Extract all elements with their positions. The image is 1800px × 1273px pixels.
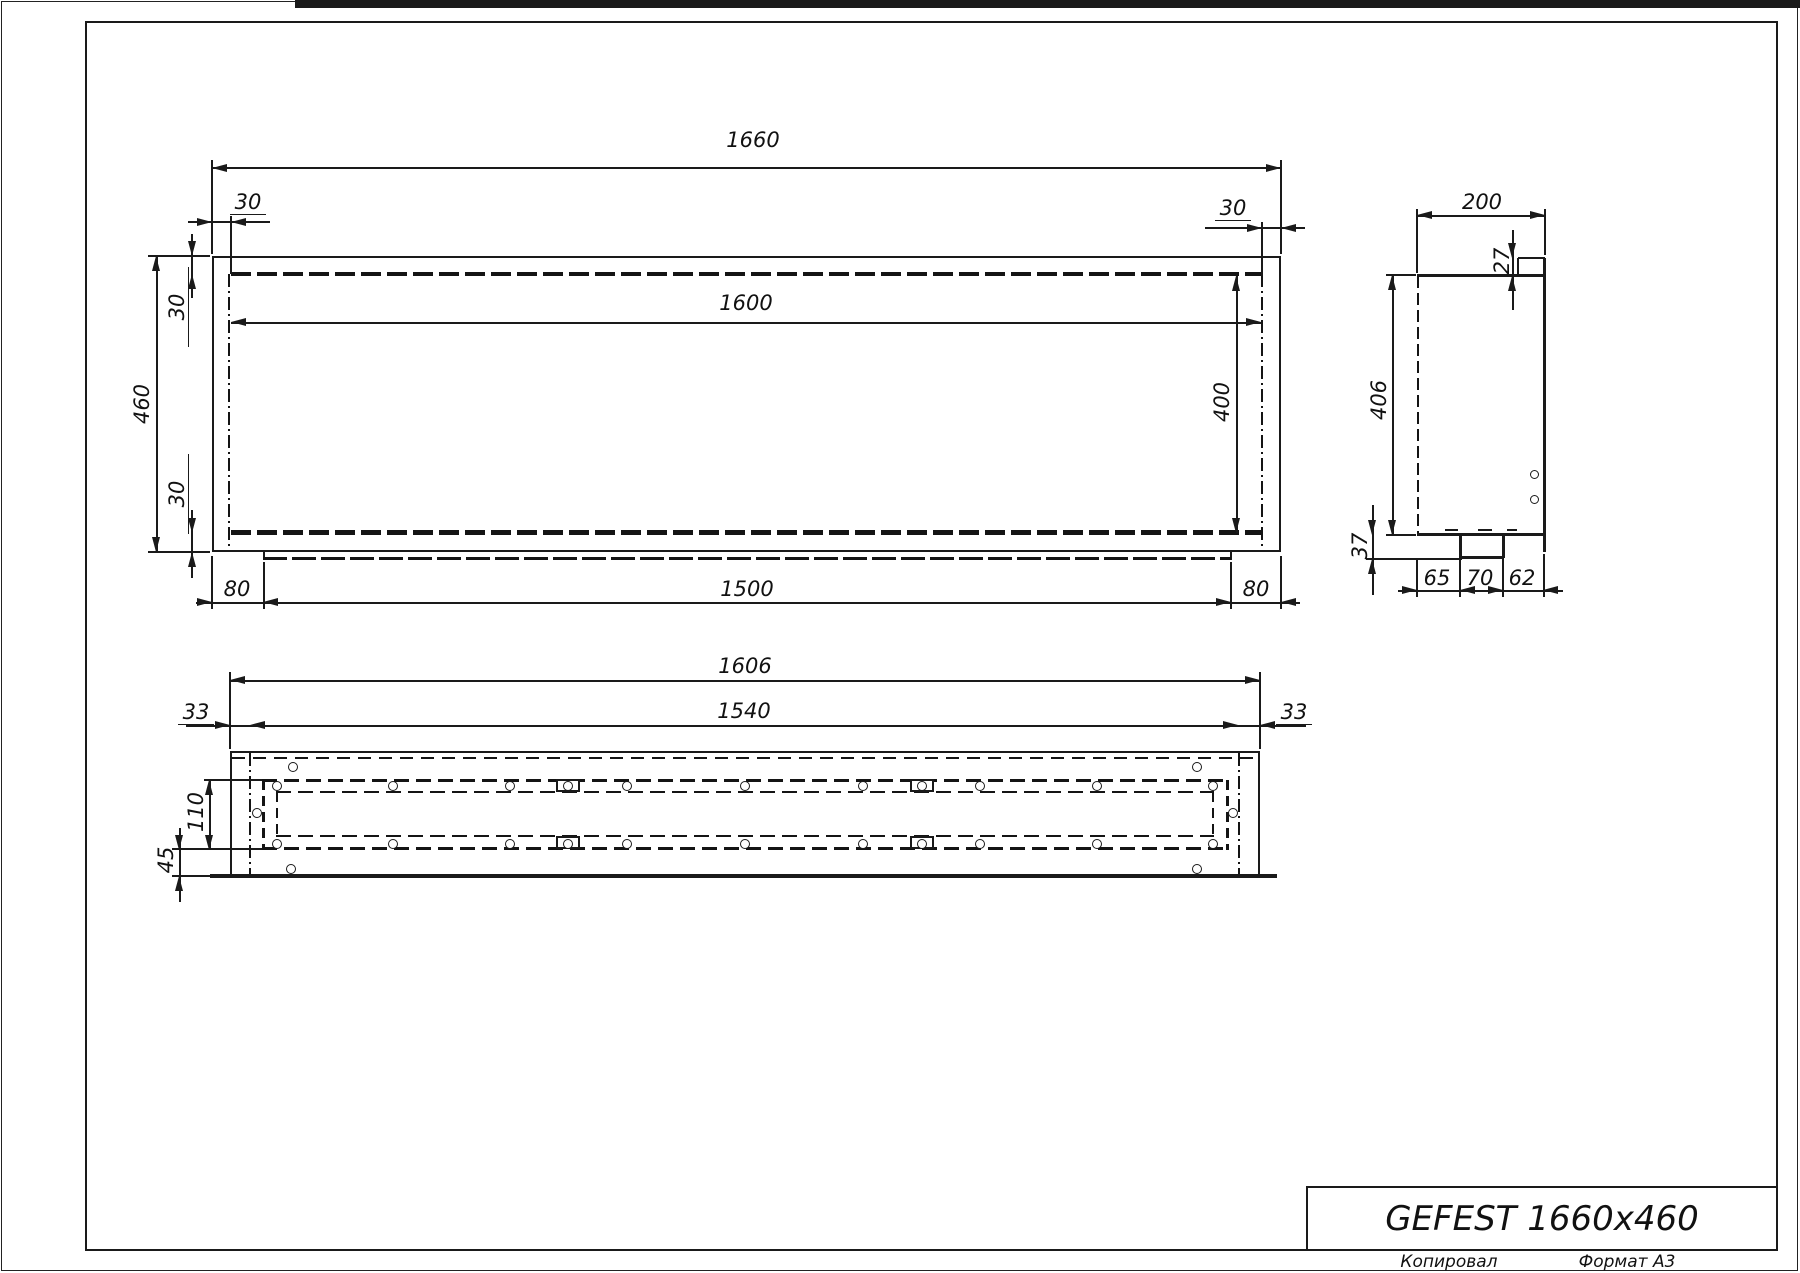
dim-label-1606: 1606 [718, 654, 772, 678]
arrowhead [152, 537, 160, 552]
dim-line [1236, 276, 1238, 533]
arrowhead [230, 676, 245, 684]
arrowhead [1417, 211, 1432, 219]
arrowhead [1402, 586, 1417, 594]
hole [740, 839, 750, 849]
arrowhead [1260, 721, 1275, 729]
arrowhead [1281, 598, 1296, 606]
front-opening-dashed-bottom [231, 530, 1262, 535]
dim-line [1398, 590, 1563, 592]
dim-line [1417, 215, 1545, 217]
dim-label-80-left: 80 [223, 577, 251, 601]
hole [252, 808, 262, 818]
arrowhead [1530, 211, 1545, 219]
side-inner-dash [1478, 529, 1492, 531]
dim-label-37: 37 [1348, 532, 1372, 560]
side-top-step-h [1518, 257, 1545, 259]
arrowhead [188, 241, 196, 256]
dim-label-62: 62 [1508, 566, 1536, 590]
bottom-front-lip-edge [210, 874, 1277, 878]
arrowhead [1543, 586, 1558, 594]
hole [858, 839, 868, 849]
front-flange-dashed-edge [263, 557, 1231, 560]
arrowhead [231, 318, 246, 326]
hole [288, 762, 298, 772]
arrowhead [215, 721, 230, 729]
front-opening-dashdot-left [228, 274, 230, 548]
dim-label-30-top-right: 30 [1215, 196, 1251, 221]
dim-label-30-top-left: 30 [230, 190, 266, 215]
scan-edge-bar [295, 0, 1800, 8]
arrowhead [1232, 518, 1240, 533]
dim-label-400: 400 [1210, 381, 1234, 423]
dim-label-460: 460 [130, 383, 154, 425]
hole [622, 781, 632, 791]
dim-label-200: 200 [1461, 190, 1503, 214]
hole [286, 864, 296, 874]
dim-line [186, 725, 1306, 727]
arrowhead [1388, 275, 1396, 290]
format-label: Формат А3 [1578, 1252, 1676, 1272]
dim-line [230, 680, 1260, 682]
dim-label-1540: 1540 [717, 699, 771, 723]
arrowhead [1388, 520, 1396, 535]
arrowhead [1281, 224, 1296, 232]
dim-label-1600: 1600 [719, 291, 773, 315]
hole [1192, 864, 1202, 874]
arrowhead [1223, 721, 1238, 729]
side-notch-left [1459, 535, 1462, 558]
hole [975, 781, 985, 791]
arrowhead [197, 218, 212, 226]
dim-label-27: 27 [1490, 247, 1514, 275]
dim-label-70: 70 [1466, 566, 1494, 590]
bottom-top-dashed [232, 757, 1258, 759]
hole [1208, 839, 1218, 849]
hole [563, 781, 573, 791]
side-inner-dash [1507, 529, 1517, 531]
bottom-view-outline [230, 751, 1260, 876]
bottom-dashdot-right [1238, 753, 1240, 874]
side-left-edge-dashed [1417, 276, 1419, 535]
hole [1530, 495, 1539, 504]
hole [740, 781, 750, 791]
ext-line [211, 160, 213, 254]
arrowhead [1216, 598, 1231, 606]
hole [272, 781, 282, 791]
front-opening-dashdot-right [1261, 274, 1263, 548]
dim-label-30-inset-top: 30 [165, 267, 189, 347]
dim-line [196, 602, 1300, 604]
hole [917, 781, 927, 791]
hole [388, 781, 398, 791]
front-opening-dashed-top [231, 272, 1262, 276]
burner-dashed-top-inner [276, 791, 1214, 793]
hole [505, 781, 515, 791]
dim-label-45: 45 [154, 846, 178, 874]
bottom-dashdot-left [249, 753, 251, 874]
side-top-edge [1417, 274, 1545, 277]
hole [1208, 781, 1218, 791]
side-right-edge [1543, 258, 1546, 552]
arrowhead [188, 552, 196, 567]
hole [1530, 470, 1539, 479]
hole [917, 839, 927, 849]
ext-line [1280, 160, 1282, 254]
dim-line [1372, 505, 1374, 595]
product-title: GEFEST 1660x460 [1385, 1199, 1699, 1239]
dim-label-33-right: 33 [1276, 700, 1312, 725]
arrowhead [1247, 224, 1262, 232]
hole [505, 839, 515, 849]
hole [1092, 839, 1102, 849]
dim-label-1500: 1500 [720, 577, 774, 601]
hole [1228, 808, 1238, 818]
hole [622, 839, 632, 849]
burner-dashed-right-inner [1212, 792, 1214, 837]
burner-dashed-left-outer [262, 780, 265, 850]
dim-line [1392, 275, 1394, 535]
arrowhead [263, 598, 278, 606]
arrowhead [1245, 676, 1260, 684]
hole [563, 839, 573, 849]
dim-label-80-right: 80 [1242, 577, 1270, 601]
arrowhead [250, 721, 265, 729]
dim-line [156, 256, 158, 552]
dim-label-65: 65 [1423, 566, 1451, 590]
dim-label-406: 406 [1367, 379, 1391, 421]
hole [858, 781, 868, 791]
dim-label-33-left: 33 [178, 700, 214, 725]
hole [1092, 781, 1102, 791]
dim-line [212, 167, 1281, 169]
hole [272, 839, 282, 849]
arrowhead [197, 598, 212, 606]
arrowhead [1246, 318, 1261, 326]
side-bottom-edge [1417, 533, 1545, 536]
ext-line [1366, 558, 1462, 560]
arrowhead [1232, 276, 1240, 291]
hole [1192, 762, 1202, 772]
dim-line [231, 322, 1261, 324]
arrowhead [152, 256, 160, 271]
arrowhead [231, 218, 246, 226]
burner-dashed-left-inner [276, 792, 278, 837]
copied-label: Копировал [1400, 1252, 1498, 1272]
side-inner-dash [1445, 529, 1458, 531]
dim-label-1660: 1660 [726, 128, 780, 152]
burner-dashed-bottom-inner [276, 835, 1214, 837]
hole [975, 839, 985, 849]
side-notch-right [1502, 535, 1505, 558]
hole [388, 839, 398, 849]
dim-label-30-inset-bottom: 30 [165, 454, 189, 534]
arrowhead [212, 164, 227, 172]
drawing-frame [85, 21, 1778, 1251]
arrowhead [1266, 164, 1281, 172]
dim-label-110: 110 [184, 791, 208, 833]
side-notch-bottom [1461, 556, 1503, 559]
side-top-step-v [1517, 258, 1519, 275]
